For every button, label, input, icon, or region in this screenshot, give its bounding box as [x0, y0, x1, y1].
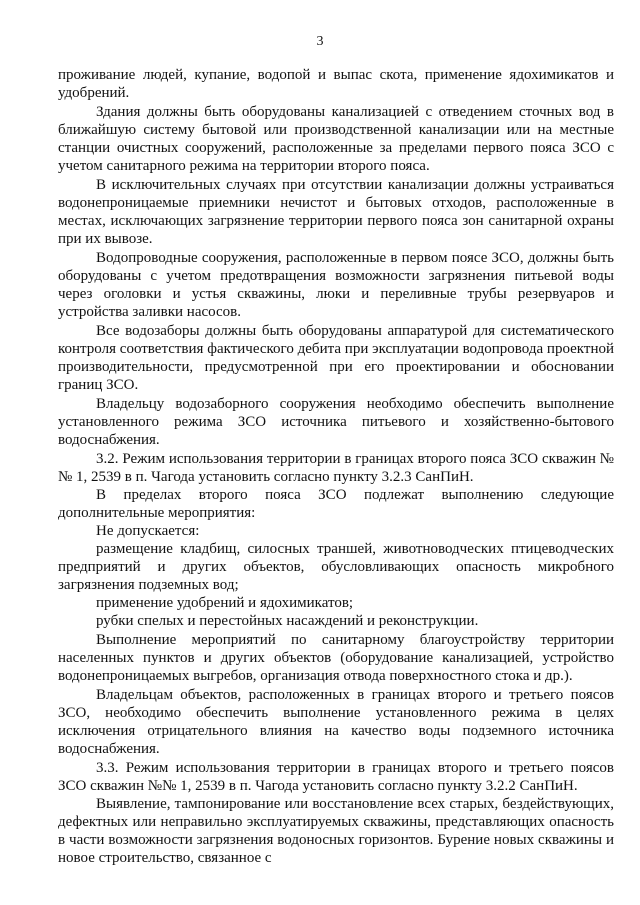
paragraph: размещение кладбищ, силосных траншей, животноводческих птицеводческих предприятий и других объектов, обусловливающих опасность микробного загрязнения подземных вод;	[58, 541, 614, 593]
paragraph: 3.2. Режим использования территории в границах второго пояса ЗСО скважин №№ 1, 2539 в п. Чагода установить согласно пункту 3.2.3 СанПиН.	[58, 451, 614, 485]
document-body	[58, 66, 614, 867]
paragraph: рубки спелых и перестойных насаждений и реконструкции.	[96, 613, 479, 629]
page-number: 3	[316, 34, 324, 49]
paragraph: Выполнение мероприятий по санитарному благоустройству территории населенных пунктов и других объектов (оборудование канализацией, устройство водонепроницаемых выгребов, организация отвода поверхностного стока и др.).	[58, 632, 614, 684]
paragraph: 3.3. Режим использования территории в границах второго и третьего поясов ЗСО скважин №№ 1, 2539 в п. Чагода установить согласно пункту 3.2.2 СанПиН.	[58, 760, 614, 794]
paragraph: Не допускается:	[96, 523, 200, 539]
paragraph: проживание людей, купание, водопой и выпас скота, применение ядохимикатов и удобрений.	[58, 67, 614, 101]
paragraph: В исключительных случаях при отсутствии канализации должны устраиваться водонепроницаемые приемники нечистот и бытовых отходов, расположенные в местах, исключающих загрязнение территории первого пояса зон санитарной охраны при их вывозе.	[58, 177, 614, 247]
paragraph: Водопроводные сооружения, расположенные в первом поясе ЗСО, должны быть оборудованы с учетом предотвращения возможности загрязнения питьевой воды через оголовки и устья скважины, люки и переливные трубы резервуаров и устройства заливки насосов.	[58, 250, 614, 320]
paragraph: В пределах второго пояса ЗСО подлежат выполнению следующие дополнительные мероприятия:	[58, 487, 614, 521]
paragraph: Выявление, тампонирование или восстановление всех старых, бездействующих, дефектных или неправильно эксплуатируемых скважины, представляющих опасность в части возможности загрязнения водоносных горизонтов. Бурение новых скважины и новое строительство, связанное с	[58, 796, 614, 866]
paragraph: применение удобрений и ядохимикатов;	[96, 595, 354, 611]
paragraph: Здания должны быть оборудованы канализацией с отведением сточных вод в ближайшую систему бытовой или производственной канализации или на местные станции очистных сооружений, расположенные за пределами первого пояса ЗСО с учетом санитарного режима на территории второго пояса.	[58, 104, 614, 174]
paragraph: Все водозаборы должны быть оборудованы аппаратурой для систематического контроля соответствия фактического дебита при эксплуатации водопровода проектной производительности, предусмотренной при его проектировании и обосновании границ ЗСО.	[58, 323, 614, 393]
paragraph: Владельцу водозаборного сооружения необходимо обеспечить выполнение установленного режима ЗСО источника питьевого и хозяйственно-бытового водоснабжения.	[58, 396, 614, 448]
paragraph: Владельцам объектов, расположенных в границах второго и третьего поясов ЗСО, необходимо обеспечить выполнение установленного режима в целях исключения отрицательного влияния на качество воды подземного источника водоснабжения.	[58, 687, 614, 757]
